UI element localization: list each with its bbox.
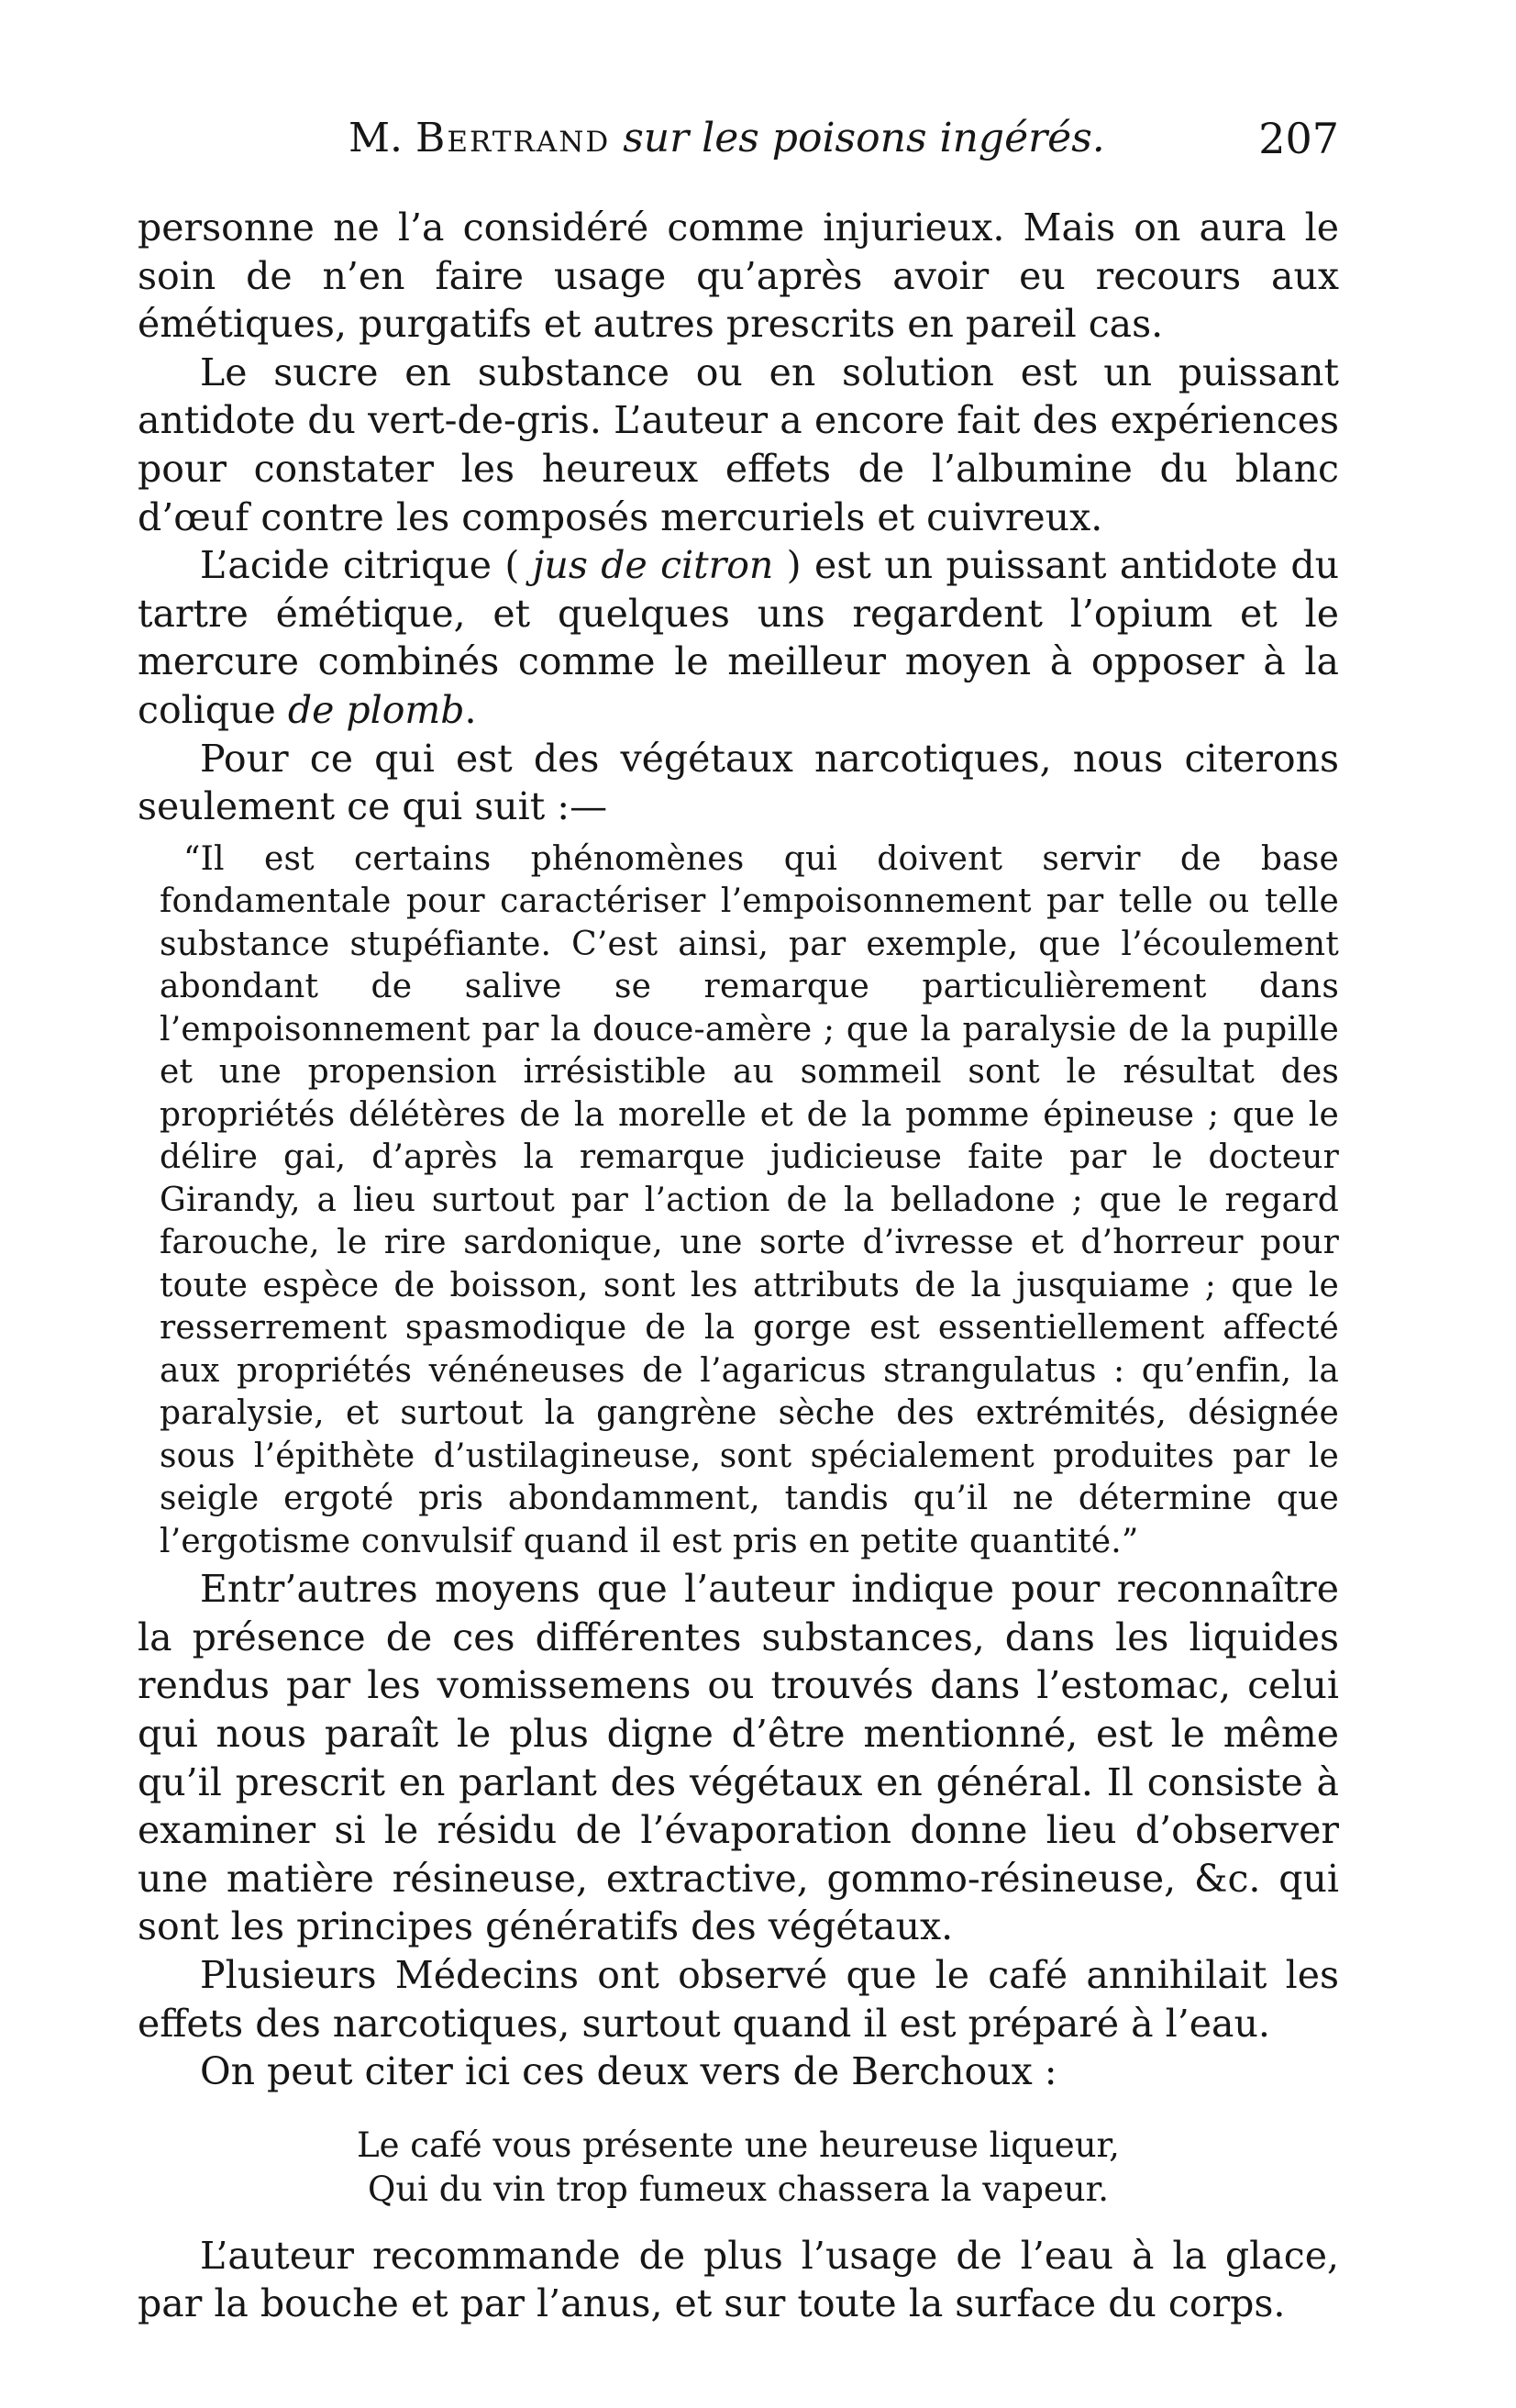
page-number: 207 [1258,114,1339,163]
paragraph-narcotics-intro: Pour ce qui est des végétaux narcotiques, nous citerons seulement ce qui suit :— [138,736,1339,829]
paragraph-continuation: personne ne l’a considéré comme injurieux. Mais on aura le soin de n’en faire usage qu’après avoir eu recours aux émétiques, purgatifs et autres prescrits en pareil cas. [138,205,1339,347]
body-text [138,204,1339,2328]
header-prefix: M. [349,115,416,161]
paragraph-ice-water: L’auteur recommande de plus l’usage de l’eau à la glace, par la bouche et par l’anus, et sur toute la surface du corps. [138,2233,1339,2326]
citric-text-b: ) est un puissant antidote du tartre émétique, et quelques uns regardent l’opium et le mercure combinés comme le meilleur moyen à opposer à la colique [138,543,1339,732]
paragraph-sugar-antidote: Le sucre en substance ou en solution est un puissant antidote du vert-de-gris. L’auteur a encore fait des expériences pour constater les heureux effets de l’albumine du blanc d’œuf contre les composés mercuriels et cuivreux. [138,350,1339,539]
running-header [349,106,1339,171]
verse-line: Qui du vin trop fumeux chassera la vapeur. [367,2169,1109,2209]
running-title [349,106,1105,171]
paragraph-berchoux: On peut citer ici ces deux vers de Berchoux : [200,2049,1057,2094]
citric-italic-plomb: de plomb [287,687,465,732]
header-title: sur les poisons ingérés. [623,115,1105,161]
citric-text-a: L’acide citrique ( [200,543,533,588]
poem-verses [138,2124,1339,2212]
paragraph-detection: Entr’autres moyens que l’auteur indique pour reconnaître la présence de ces différentes substances, dans les liquides rendus par les vomissemens ou trouvés dans l’estomac, celui qui nous paraît le plus digne d’être mentionné, est le même qu’il prescrit en parlant des végétaux en général. Il consiste à examiner si le résidu de l’évaporation donne lieu d’observer une matière résineuse, extractive, gommo-résineuse, &c. qui sont les principes génératifs des végétaux. [138,1567,1339,1949]
citric-italic-jus: jus de citron [532,543,774,588]
header-author: Bertrand [415,115,611,161]
paragraph-coffee: Plusieurs Médecins ont observé que le café annihilait les effets des narcotiques, surtout quand il est préparé à l’eau. [138,1952,1339,2046]
paragraph-citric-acid [138,541,1339,734]
verse-line: Le café vous présente une heureuse liqueur, [357,2125,1120,2165]
block-quote: “Il est certains phénomènes qui doivent servir de base fondamentale pour caractériser l’empoisonnement par telle ou telle substance stupéfiante. C’est ainsi, par exemple, que l’écoulement abondant de salive se remarque particulièrement dans l’empoisonnement par la douce-amère ; que la paralysie de la pupille et une propension irrésistible au sommeil sont le résultat des propriétés délétères de la morelle et de la pomme épineuse ; que le délire gai, d’après la remarque judicieuse faite par le docteur Girandy, a lieu surtout par l’action de la belladone ; que le regard farouche, le rire sardonique, une sorte d’ivresse et d’horreur pour toute espèce de boisson, sont les attributs de la jusquiame ; que le resserrement spasmodique de la gorge est essentiellement affecté aux propriétés vénéneuses de l’agaricus strangulatus : qu’enfin, la paralysie, et surtout la gangrène sèche des extrémités, désignée sous l’épithète d’ustilagineuse, sont spécialement produites par le seigle ergoté pris abondamment, tandis qu’il ne détermine que l’ergotisme convulsif quand il est pris en petite quantité.” [160,839,1339,1560]
citric-text-c: . [464,687,477,732]
